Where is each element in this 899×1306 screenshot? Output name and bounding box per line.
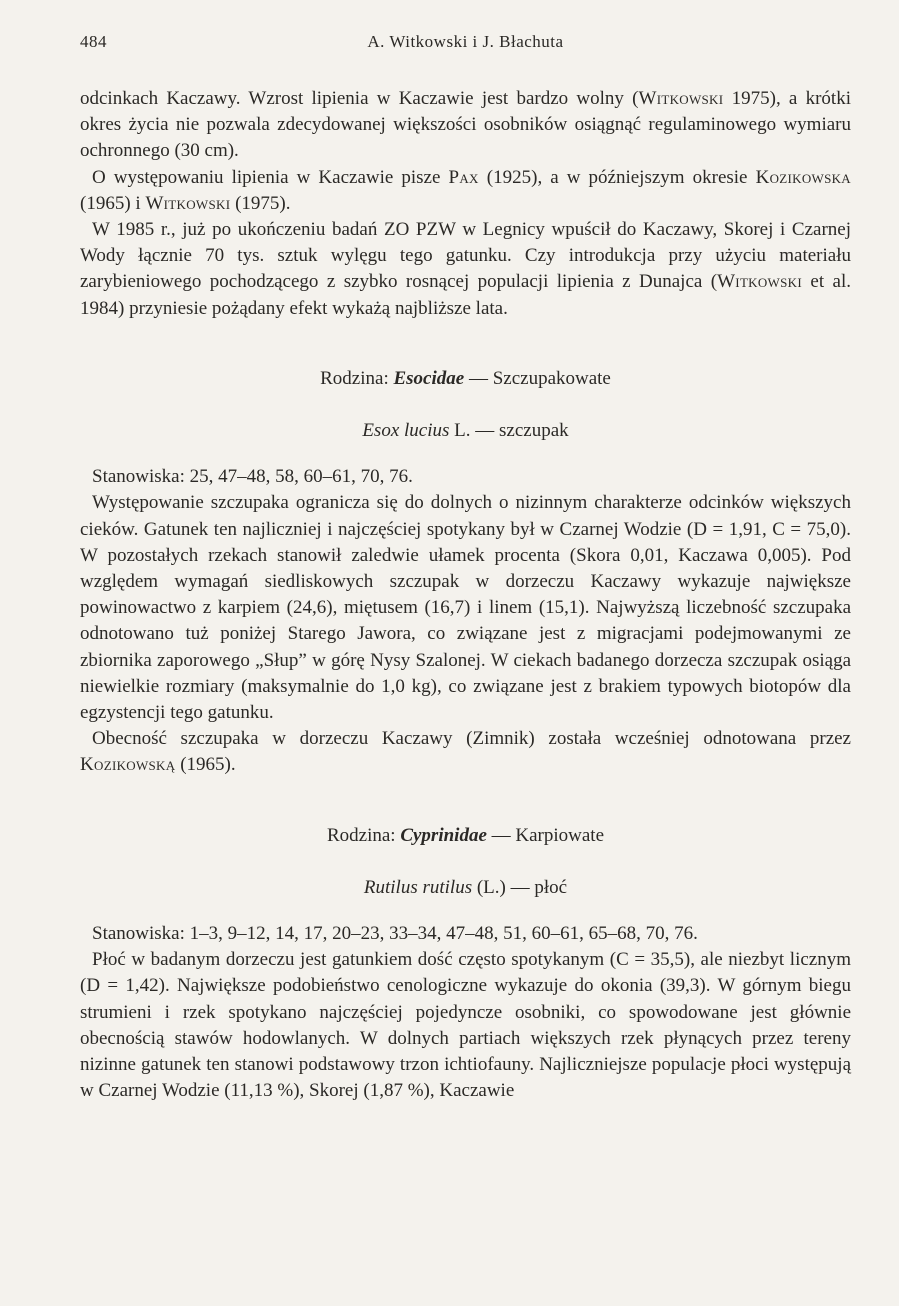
- page-number: 484: [80, 32, 107, 51]
- running-head: [80, 28, 851, 58]
- running-head-authors: A. Witkowski i J. Błachuta: [367, 32, 564, 51]
- paragraph-grayling-introduction: W 1985 r., już po ukończeniu badań ZO PZW w Legnicy wpuścił do Kaczawy, Skorej i Czarnej Wody łącznie 70 tys. sztuk wylęgu tego gatunku. Czy introdukcja przy użyciu materiału zarybieniowego pochodzącego z szybko rosnącej populacji lipienia z Dunajca (Witkowski et al. 1984) przyniesie pożądany efekt wykażą najbliższe lata.: [80, 219, 851, 319]
- family-heading-esocidae: Rodzina: Esocidae — Szczupakowate: [320, 367, 611, 389]
- species-heading-rutilus-rutilus: Rutilus rutilus (L.) — płoć: [363, 876, 568, 898]
- family-heading-cyprinidae: Rodzina: Cyprinidae — Karpiowate: [326, 824, 605, 846]
- stations-esox: Stanowiska: 25, 47–48, 58, 60–61, 70, 76.: [92, 466, 413, 488]
- paragraph-roach-occurrence: Płoć w badanym dorzeczu jest gatunkiem dość często spotykanym (C = 35,5), ale niezbyt licznym (D = 1,42). Największe podobieństwo cenologiczne wykazuje do okonia (39,3). W górnym biegu strumieni i rzek spotykano najczęściej pojedyncze osobniki, co spowodowane jest głównie obecnością stawów hodowlanych. W dolnych partiach większych rzek płynących przez tereny nizinne gatunek ten stanowi podstawowy trzon ichtiofauny. Najliczniejsze populacje płoci występują w Czarnej Wodzie (11,13 %), Skorej (1,87 %), Kaczawie: [80, 949, 851, 1102]
- paragraph-grayling-literature: O występowaniu lipienia w Kaczawie pisze Pax (1925), a w późniejszym okresie Kozikowska (1965) i Witkowski (1975).: [80, 166, 851, 214]
- stations-rutilus: Stanowiska: 1–3, 9–12, 14, 17, 20–23, 33–34, 47–48, 51, 60–61, 65–68, 70, 76.: [92, 923, 698, 945]
- paragraph-pike-literature: Obecność szczupaka w dorzeczu Kaczawy (Zimnik) została wcześniej odnotowana przez Kozikowską (1965).: [80, 728, 851, 776]
- body-text: [80, 86, 851, 1105]
- species-heading-esox-lucius: Esox lucius L. — szczupak: [362, 420, 569, 442]
- paragraph-pike-occurrence: Występowanie szczupaka ogranicza się do dolnych o nizinnym charakterze odcinków większych cieków. Gatunek ten najliczniej i najczęściej spotykany był w Czarnej Wodzie (D = 1,91, C = 75,0). W pozostałych rzekach stanowił zaledwie ułamek procenta (Skora 0,01, Kaczawa 0,005). Pod względem wymagań siedliskowych szczupak w dorzeczu Kaczawy wykazuje największe powinowactwo z karpiem (24,6), miętusem (16,7) i linem (15,1). Najwyższą liczebność szczupaka odnotowano tuż poniżej Starego Jawora, co związane jest z migracjami podejmowanymi ze zbiornika zaporowego „Słup” w górę Nysy Szalonej. W ciekach badanego dorzecza szczupak osiąga niewielkie rozmiary (maksymalnie do 1,0 kg), co związane jest z brakiem typowych biotopów dla egzystencji tego gatunku.: [80, 492, 851, 724]
- paragraph-grayling-growth: odcinkach Kaczawy. Wzrost lipienia w Kaczawie jest bardzo wolny (Witkowski 1975), a krótki okres życia nie pozwala zdecydowanej większości osobników osiągnąć regulaminowego wymiaru ochronnego (30 cm).: [80, 88, 851, 162]
